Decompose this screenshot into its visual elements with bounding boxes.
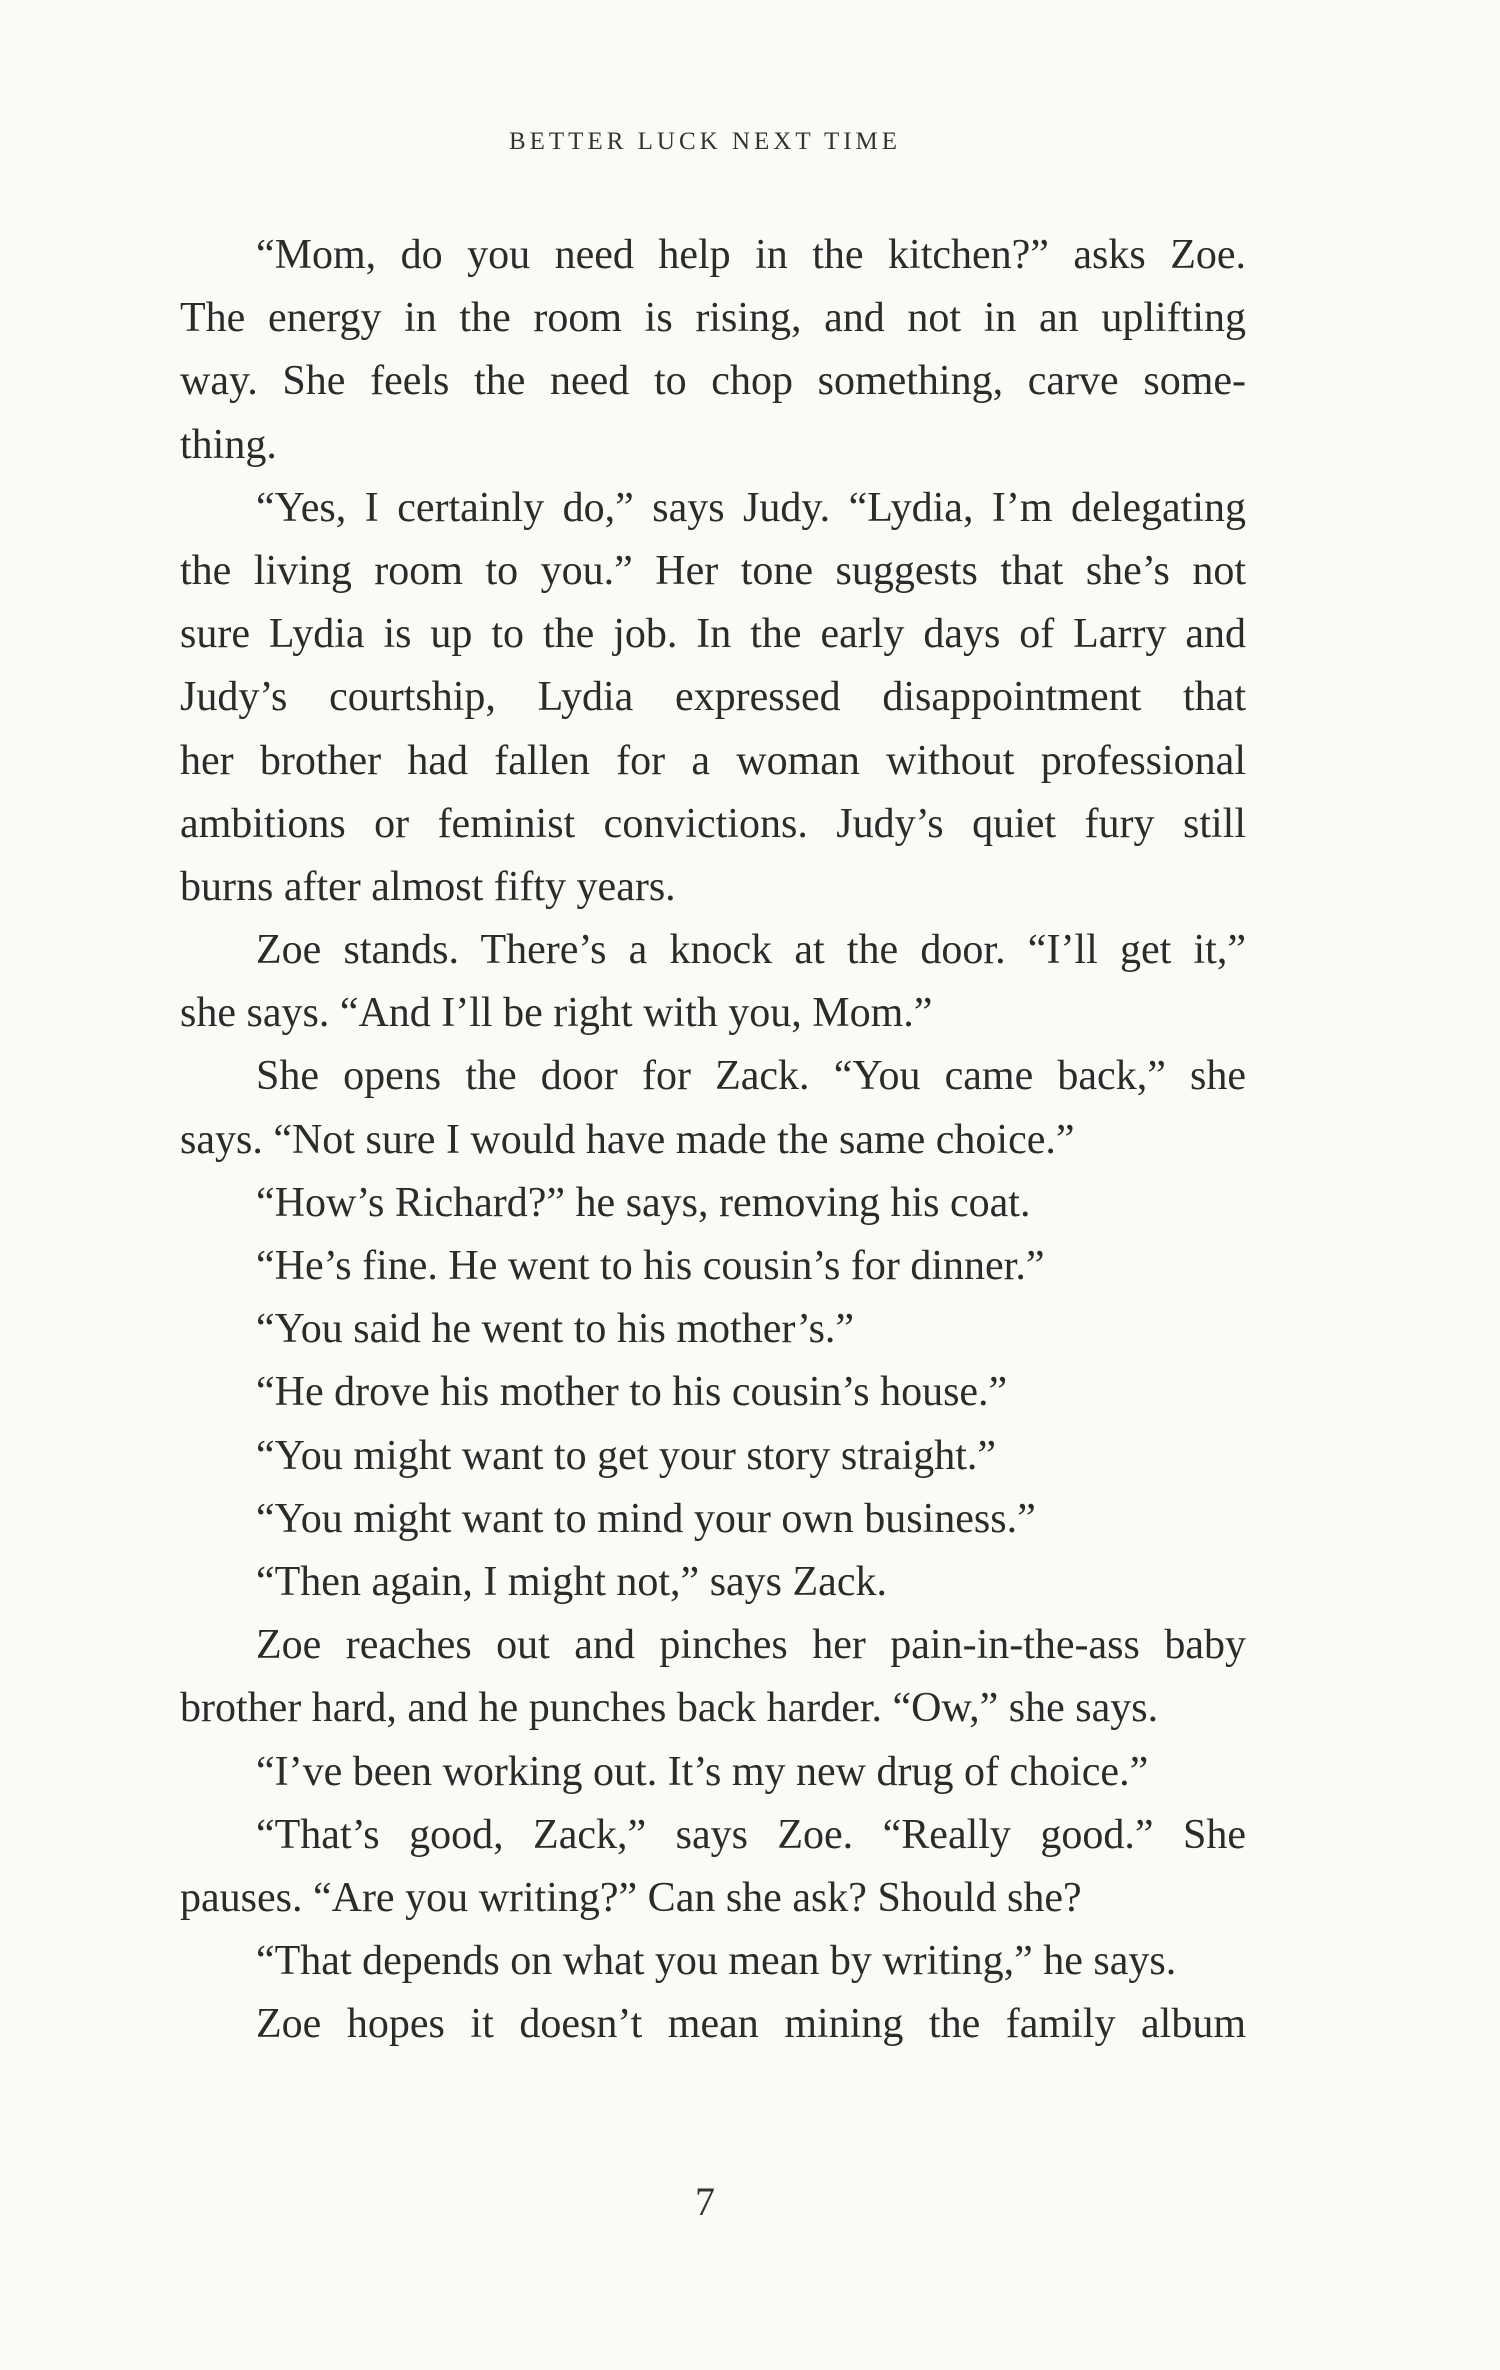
- text-line: burns after almost fifty years.: [180, 863, 676, 910]
- text-line: She opens the door for Zack. “You came back,” she: [256, 1053, 1246, 1100]
- text-line: “I’ve been working out. It’s my new drug of choice.”: [256, 1748, 1149, 1795]
- page-number: 7: [695, 2179, 715, 2224]
- text-line: the living room to you.” Her tone suggests that she’s not: [180, 547, 1246, 594]
- text-line: “He’s fine. He went to his cousin’s for dinner.”: [256, 1243, 1045, 1289]
- text-line: Zoe stands. There’s a knock at the door. “I’ll get it,”: [256, 927, 1246, 974]
- text-line: Judy’s courtship, Lydia expressed disappointment that: [180, 674, 1246, 721]
- text-line: “You might want to get your story straight.”: [256, 1432, 997, 1479]
- text-line: says. “Not sure I would have made the same choice.”: [180, 1116, 1075, 1163]
- running-head: BETTER LUCK NEXT TIME: [508, 128, 902, 155]
- text-line: “Then again, I might not,” says Zack.: [256, 1558, 887, 1605]
- text-line: “Mom, do you need help in the kitchen?” asks Zoe.: [256, 232, 1246, 278]
- text-line: brother hard, and he punches back harder. “Ow,” she says.: [180, 1685, 1159, 1732]
- text-line: she says. “And I’ll be right with you, Mom.”: [180, 990, 933, 1037]
- text-line: pauses. “Are you writing?” Can she ask? Should she?: [180, 1874, 1082, 1921]
- body-text: [180, 224, 1246, 2056]
- text-line: “How’s Richard?” he says, removing his coat.: [256, 1179, 1031, 1226]
- text-line: “You might want to mind your own business.”: [256, 1495, 1036, 1542]
- text-line: thing.: [180, 421, 277, 468]
- text-line: “You said he went to his mother’s.”: [256, 1306, 855, 1353]
- text-line: “Yes, I certainly do,” says Judy. “Lydia, I’m delegating: [256, 484, 1246, 531]
- text-line: Zoe reaches out and pinches her pain-in-the-ass baby: [256, 1622, 1246, 1669]
- text-line: Zoe hopes it doesn’t mean mining the family album: [256, 2001, 1246, 2048]
- text-line: sure Lydia is up to the job. In the early days of Larry and: [180, 611, 1246, 658]
- text-line: “That’s good, Zack,” says Zoe. “Really good.” She: [256, 1811, 1246, 1858]
- text-line: her brother had fallen for a woman without professional: [180, 737, 1246, 784]
- text-line: “That depends on what you mean by writing,” he says.: [256, 1938, 1177, 1985]
- text-line: The energy in the room is rising, and not in an uplifting: [180, 295, 1246, 342]
- text-line: ambitions or feminist convictions. Judy’s quiet fury still: [180, 800, 1246, 847]
- text-line: “He drove his mother to his cousin’s house.”: [256, 1369, 1008, 1416]
- text-line: way. She feels the need to chop something, carve some-: [180, 358, 1246, 405]
